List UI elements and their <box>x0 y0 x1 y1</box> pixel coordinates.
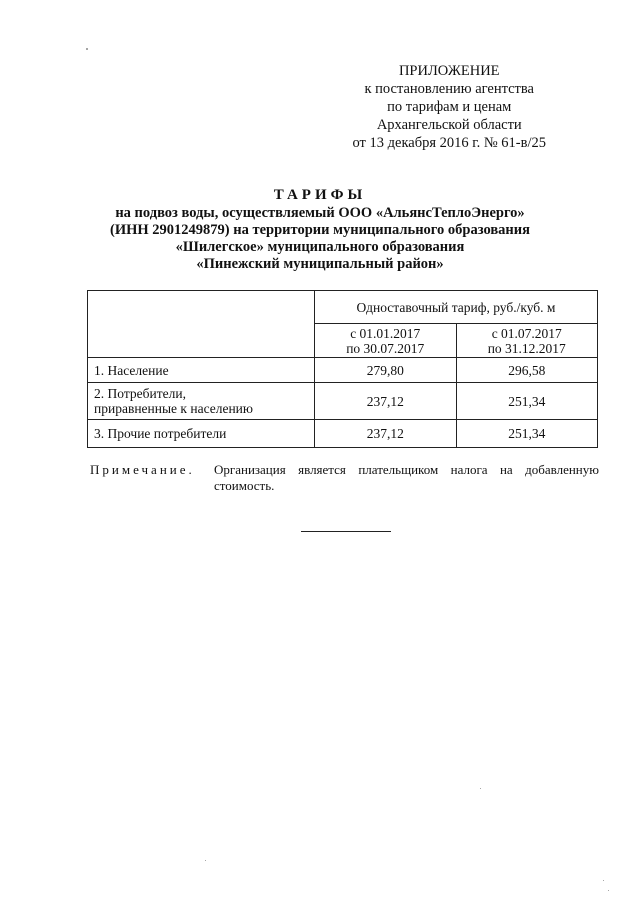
note-text <box>214 462 599 494</box>
header-group-cell: Одноставочный тариф, руб./куб. м <box>315 291 598 324</box>
appendix-agency-line: по тарифам и ценам <box>387 99 512 115</box>
scan-speck <box>608 890 609 891</box>
note-label: Примечание. <box>90 462 195 477</box>
title-line-4: «Пинежский муниципальный район» <box>196 256 444 272</box>
scan-speck <box>480 788 481 789</box>
category-label-continued: приравненные к населению <box>94 401 253 416</box>
note-line-2: стоимость. <box>214 478 275 493</box>
document-title <box>60 185 580 273</box>
closing-divider <box>301 531 391 532</box>
tariff-value: 237,12 <box>315 420 457 448</box>
title-line-1: на подвоз воды, осуществляемый ООО «АльянсТеплоЭнерго» <box>115 205 525 221</box>
table-row <box>88 383 598 420</box>
table-row <box>88 420 598 448</box>
tariff-value: 251,34 <box>456 420 598 448</box>
note-word: добавленную <box>525 462 599 477</box>
title-heading: ТАРИФЫ <box>273 187 367 203</box>
appendix-label: ПРИЛОЖЕНИЕ <box>398 63 500 79</box>
category-label: 2. Потребители, <box>94 386 186 401</box>
period-1-from: с 01.01.2017 <box>350 325 421 341</box>
tariff-value: 279,80 <box>315 358 457 383</box>
category-label: 3. Прочие потребители <box>94 426 227 441</box>
category-label: 1. Население <box>94 362 169 378</box>
category-cell <box>88 420 315 448</box>
period-2-to: по 31.12.2017 <box>487 340 566 356</box>
tariff-value: 296,58 <box>456 358 598 383</box>
category-cell <box>88 358 315 383</box>
header-period-1 <box>315 324 457 358</box>
title-line-3: «Шилегское» муниципального образования <box>175 239 465 255</box>
scan-speck <box>603 880 604 881</box>
note-word: плательщиком <box>358 462 439 477</box>
table-header-row <box>88 291 598 324</box>
period-1-to: по 30.07.2017 <box>346 340 425 356</box>
scan-speck <box>205 860 206 861</box>
tariff-value: 237,12 <box>315 383 457 420</box>
header-period-2 <box>456 324 598 358</box>
tariff-table <box>87 290 598 448</box>
appendix-region-line: Архангельской области <box>376 117 522 133</box>
title-line-2: (ИНН 2901249879) на территории муниципального образования <box>110 222 530 238</box>
scan-speck <box>86 48 88 50</box>
note-line-1 <box>214 462 599 478</box>
period-2-from: с 01.07.2017 <box>491 325 562 341</box>
note-word: на <box>499 462 513 477</box>
note-word: налога <box>450 462 488 477</box>
appendix-header <box>353 62 547 152</box>
note-word: является <box>298 462 346 477</box>
table-row <box>88 358 598 383</box>
note-word: Организация <box>214 462 286 477</box>
header-empty-cell <box>88 291 315 358</box>
appendix-date-line: от 13 декабря 2016 г. № 61-в/25 <box>352 135 546 151</box>
category-cell <box>88 383 315 420</box>
appendix-decree-line: к постановлению агентства <box>364 81 534 97</box>
tariff-value: 251,34 <box>456 383 598 420</box>
